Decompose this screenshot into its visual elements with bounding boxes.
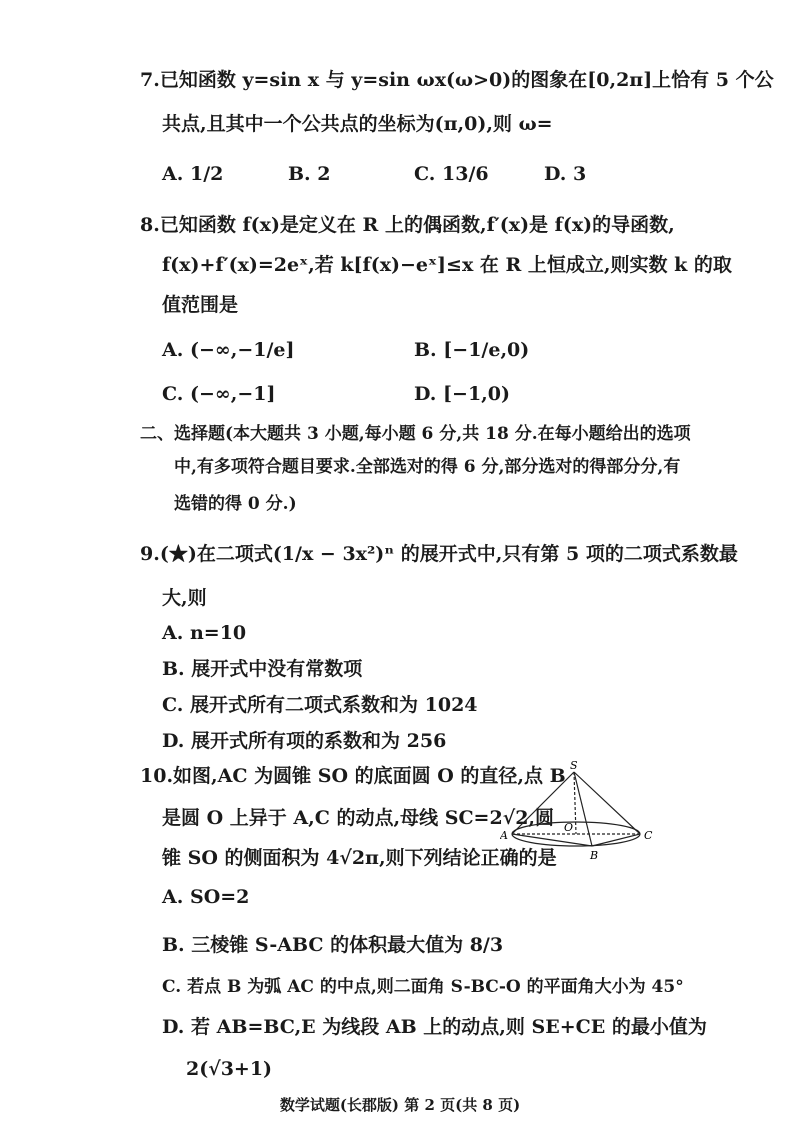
q7-option-c: C. 13/6 xyxy=(414,163,489,185)
q7-option-b: B. 2 xyxy=(288,163,331,185)
q9-line-2: 大,则 xyxy=(162,587,207,609)
section2-line-2: 中,有多项符合题目要求.全部选对的得 6 分,部分选对的得部分分,有 xyxy=(174,457,681,477)
cone-chord-ab xyxy=(512,834,592,846)
q8-line-3: 值范围是 xyxy=(162,294,239,316)
q10-option-a: A. SO=2 xyxy=(162,886,250,908)
section2-line-3: 选错的得 0 分.) xyxy=(174,494,297,514)
cone-figure xyxy=(500,758,660,868)
section2-line-1: 二、选择题(本大题共 3 小题,每小题 6 分,共 18 分.在每小题给出的选项 xyxy=(140,424,691,444)
q8-option-b: B. [−1/e,0) xyxy=(414,339,530,361)
q7-option-a: A. 1/2 xyxy=(162,163,224,185)
cone-label-s: S xyxy=(570,759,578,772)
q10-line-3: 锥 SO 的侧面积为 4√2π,则下列结论正确的是 xyxy=(162,847,557,869)
q10-option-c: C. 若点 B 为弧 AC 的中点,则二面角 S-BC-O 的平面角大小为 45° xyxy=(162,977,684,997)
q9-option-a: A. n=10 xyxy=(162,622,247,644)
q8-line-1: 8.已知函数 f(x)是定义在 R 上的偶函数,f′(x)是 f(x)的导函数, xyxy=(140,214,675,236)
q9-option-d: D. 展开式所有项的系数和为 256 xyxy=(162,730,447,752)
cone-edge-sb xyxy=(574,772,592,846)
q9-option-b: B. 展开式中没有常数项 xyxy=(162,658,363,680)
cone-label-a: A xyxy=(500,829,508,842)
q10-option-d-continued: 2(√3+1) xyxy=(186,1058,273,1080)
page-footer: 数学试题(长郡版) 第 2 页(共 8 页) xyxy=(279,1096,521,1114)
q9-option-c: C. 展开式所有二项式系数和为 1024 xyxy=(162,694,478,716)
q10-option-d: D. 若 AB=BC,E 为线段 AB 上的动点,则 SE+CE 的最小值为 xyxy=(162,1016,707,1038)
cone-label-o: O xyxy=(564,821,574,834)
q9-line-1: 9.(★)在二项式(1/x − 3x²)ⁿ 的展开式中,只有第 5 项的二项式系数最 xyxy=(140,543,738,565)
cone-label-c: C xyxy=(644,829,653,842)
q7-line-1: 7.已知函数 y=sin x 与 y=sin ωx(ω>0)的图象在[0,2π]上恰有 5 个公 xyxy=(140,69,774,91)
q10-option-b: B. 三棱锥 S-ABC 的体积最大值为 8/3 xyxy=(162,934,504,956)
q8-option-c: C. (−∞,−1] xyxy=(162,383,276,405)
cone-generatrix-sc xyxy=(574,772,640,834)
q7-option-d: D. 3 xyxy=(544,163,587,185)
q7-line-2: 共点,且其中一个公共点的坐标为(π,0),则 ω= xyxy=(162,113,553,135)
q8-option-a: A. (−∞,−1/e] xyxy=(162,339,295,361)
q10-line-1: 10.如图,AC 为圆锥 SO 的底面圆 O 的直径,点 B xyxy=(140,765,566,787)
q10-line-2: 是圆 O 上异于 A,C 的动点,母线 SC=2√2,圆 xyxy=(162,807,555,829)
q8-line-2: f(x)+f′(x)=2eˣ,若 k[f(x)−eˣ]≤x 在 R 上恒成立,则实数 k 的取 xyxy=(162,254,732,276)
cone-label-b: B xyxy=(590,849,599,862)
q8-option-d: D. [−1,0) xyxy=(414,383,510,405)
